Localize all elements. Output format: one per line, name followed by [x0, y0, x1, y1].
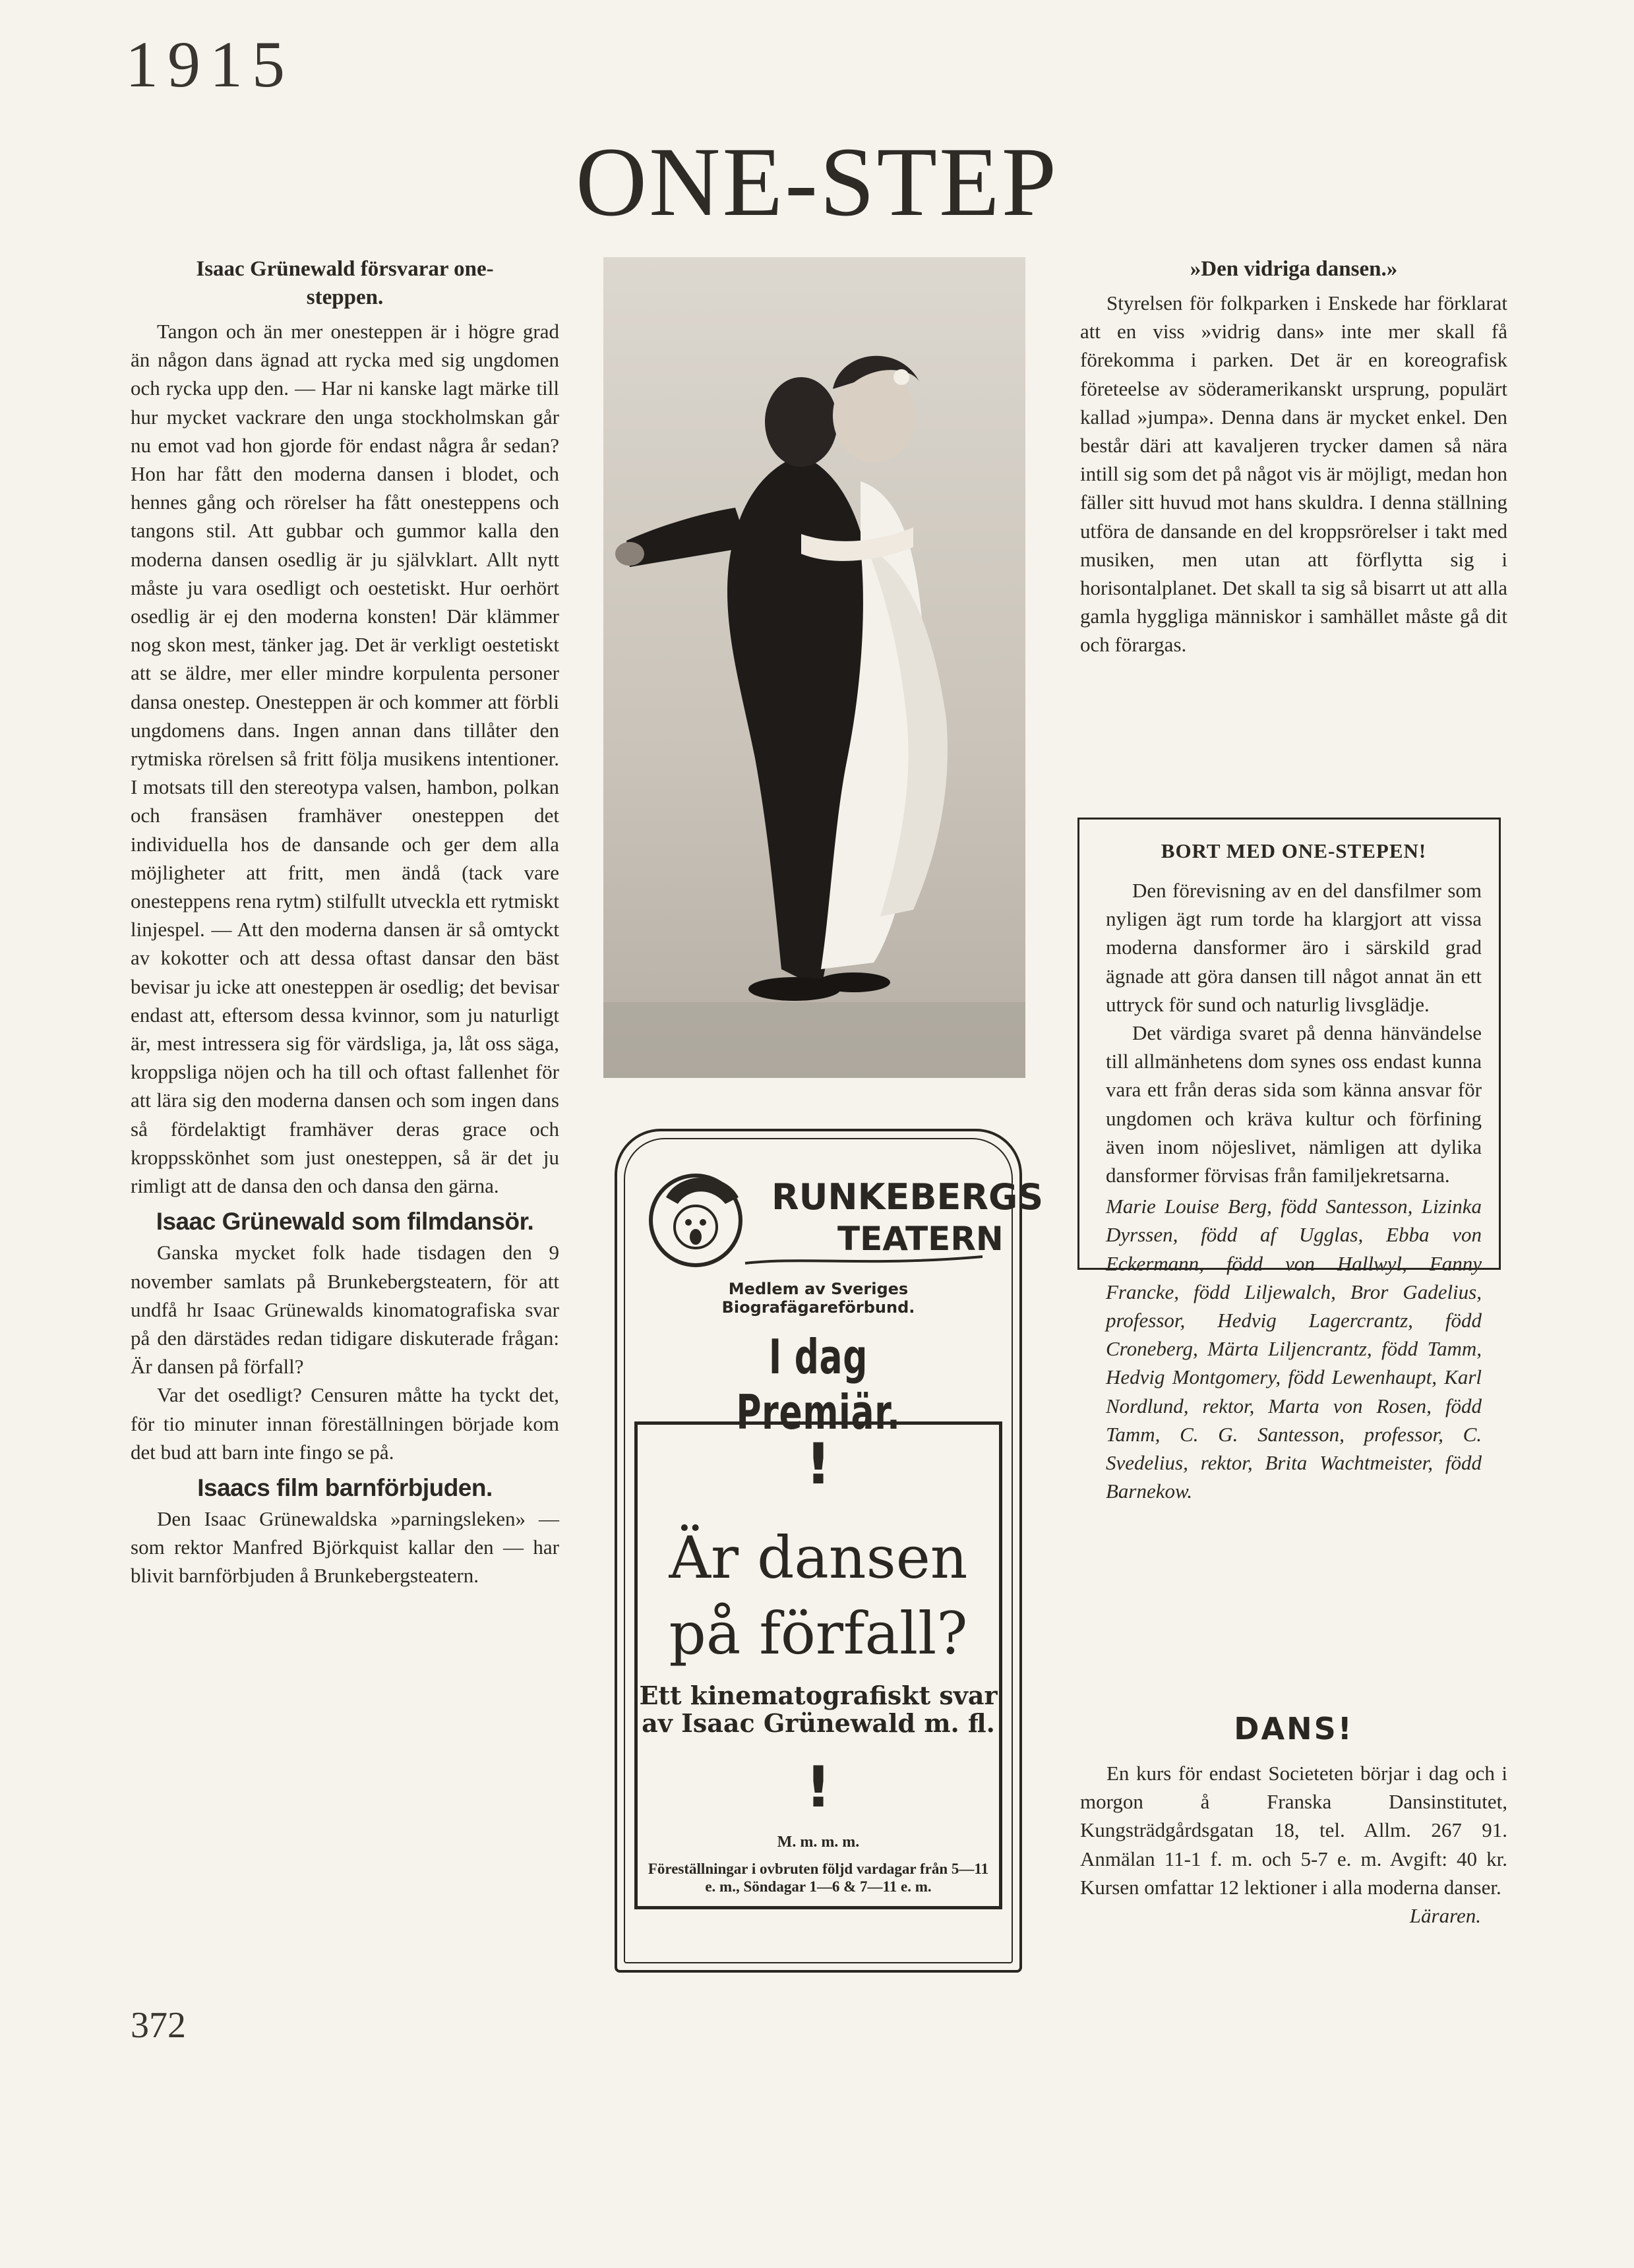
article-paragraph: Ganska mycket folk hade tisdagen den 9 november samlats på Brunkebergsteatern, för att undfå hr Isaac Grünewalds kinomatografiska svar på den därstädes redan tidigare diskuterade frågan: Är dansen på förfall? [131, 1241, 559, 1379]
dans-signature: Läraren. [1409, 1904, 1481, 1928]
page-number: 372 [131, 2005, 186, 2046]
article-heading: Isaac Grünewald som filmdansör. [156, 1208, 534, 1236]
ad-question-line-1: Är dansen [669, 1524, 968, 1592]
ad-question-box [634, 1421, 1002, 1909]
ad-subtitle: Ett kinematografiskt svar av Isaac Grünewald m. fl. [639, 1681, 998, 1738]
page-title: ONE-STEP [575, 127, 1059, 237]
bort-paragraph: Det värdiga svaret på denna hänvändelse till allmänhetens dom synes oss endast kunna vara ett från deras sida som känna ansvar för ungdomen och kräva kultur och förfining även inom nöjeslivet, nämligen att dylika dansformer förvisas från familjekretsarna. [1106, 1021, 1482, 1187]
bort-paragraph: Den förevisning av en del dansfilmer som nyligen ägt rum torde ha klargjort att vissa moderna dansformer äro i särskild grad ägnade att göra dansen till något annat än ett uttryck för sund och naturlig livsglädje. [1106, 879, 1482, 1016]
brunkebergs-teatern-ad [615, 1129, 1044, 1973]
ad-member-line: Medlem av Sveriges Biografägareförbund. [721, 1280, 915, 1317]
ad-showtimes: Föreställningar i ovbruten följd vardagar från 5—11 e. m., Söndagar 1—6 & 7—11 e. m. [648, 1861, 989, 1895]
article-paragraph: Var det osedligt? Censuren måtte ha tyckt det, för tio minuter innan föreställningen började kom det bud att barn inte fingo se på. [131, 1383, 559, 1464]
article-grunewald [131, 255, 559, 1590]
dans-paragraph: En kurs för endast Societeten börjar i dag och i morgon å Franska Dansinstitutet, Kungsträdgårdsgatan 18, tel. Allm. 267 91. Anmälan 11-1 f. m. och 5-7 e. m. Avgift: 40 kr. Kursen omfattar 12 lektioner i alla moderna danser. [1080, 1762, 1507, 1899]
exclamation-mark: ! [805, 1431, 832, 1497]
article-heading: »Den vidriga dansen.» [1190, 257, 1398, 281]
bort-heading: BORT MED ONE-STEPEN! [1161, 839, 1427, 862]
article-paragraph: Styrelsen för folkparken i Enskede har förklarat att en viss »vidrig dans» inte mer skall få förekomma i parken. Det är en koreografisk företeelse av söderamerikanskt ursprung, populärt kallad »jumpa». Denna dans är mycket enkel. Den består däri att kavaljeren trycker damen så nära intill sig som det på något vis är möjligt, medan hon fäller sitt huvud mot hans skuldra. I denna ställning utföra de dansande en del kroppsrörelser i takt med musiken, men utan att förflytta sig i horisontalplanet. Det skall ta sig så bisarrt ut att alla gamla hyggliga människor i samhället måste gå dit och förargas. [1080, 291, 1507, 657]
bort-med-onestepen-box [1077, 818, 1501, 1503]
ad-question-line-2: på förfall? [669, 1599, 968, 1667]
article-paragraph: Den Isaac Grünewaldska »parningsleken» — som rektor Manfred Björkquist kallar den — har blivit barnförbjuden å Brunkebergsteatern. [131, 1507, 559, 1588]
article-heading: Isaac Grünewald försvarar one-steppen. [196, 257, 494, 309]
dancing-couple-photo [603, 257, 1025, 1078]
theater-logo [640, 1158, 1044, 1273]
article-vidriga-dansen [1080, 255, 1507, 659]
ad-premiere: I dag Premiär. [736, 1329, 901, 1440]
bort-signatures: Marie Louise Berg, född Santesson, Lizinka Dyrssen, född af Ugglas, Ebba von Eckermann, född von Hallwyl, Fanny Francke, född Liljewalch, Bror Gadelius, professor, Hedvig Lagercrantz, född Croneberg, Märta Liljencrantz, född Tamm, Hedvig Montgomery, född Lewenhaupt, Karl Nordlund, rektor, Marta von Rosen, född Tamm, C. G. Santesson, professor, C. Svedelius, rektor, Brita Wachtmeister, född Barnekow. [1106, 1195, 1482, 1503]
exclamation-mark: ! [805, 1754, 832, 1820]
article-paragraph: Tangon och än mer onesteppen är i högre grad än någon dans ägnad att rycka med sig ungdomen och rycka upp den. — Har ni kanske lagt märke till hur mycket vackrare den unga stockholmskan går nu emot vad hon gjorde för endast några år sedan? Hon har fått den moderna dansen i blodet, och hennes gång och rörelser ha fått onesteppens och tangons stil. Att gubbar och gummor kalla den moderna dansen osedlig är ju självklart. Allt nytt måste ju vara osedligt och oestetiskt. Hur oerhört osedlig är ej den moderna konsten! Där klämmer nog skon mest, tänker jag. Det är verkligt oestetiskt att se äldre, mer eller mindre korpulenta personer dansa onestep. Onesteppen är och kommer att förbli ungdomens dans. Ingen annan dans tillåter den rytmiska rörelsen så fritt följa musikens intentioner. I motsats till den stereotypa valsen, hambon, polkan och fransäsen framhäver onesteppen det individuella hos de dansande och ger dem alla möjligheter att fritt, men ändå (tack vare onesteppens rena rytm) stilfullt utveckla ett rytmiskt linjespel. — Att den moderna dansen är så omtyckt av kokotter och att dessa oftast dansar den bäst bevisar ju icke att onesteppen är osedlig; det bevisar endast att, eftersom dessa kvinnor, som ju naturligt är, mest intressera sig för värdsliga, ja, låt oss säga, kroppsliga nöjen och ha till och oftast fallenhet för att lära sig den moderna dansen och som ingen dans så fördelaktigt framhäver deras grace och kroppsskönhet som just onesteppen, så är det ju rimligt att de dansa den och dansa den gärna. [131, 320, 559, 1198]
year-heading: 1915 [125, 28, 294, 101]
logo-text-2: TEATERN [837, 1220, 1004, 1258]
logo-text-1: RUNKEBERGS [772, 1176, 1044, 1218]
dans-notice [1080, 1759, 1507, 1930]
dans-heading: DANS! [1234, 1711, 1354, 1746]
article-heading: Isaacs film barnförbjuden. [197, 1474, 493, 1501]
ad-etc: M. m. m. m. [777, 1834, 860, 1851]
bort-content [1106, 838, 1482, 1505]
